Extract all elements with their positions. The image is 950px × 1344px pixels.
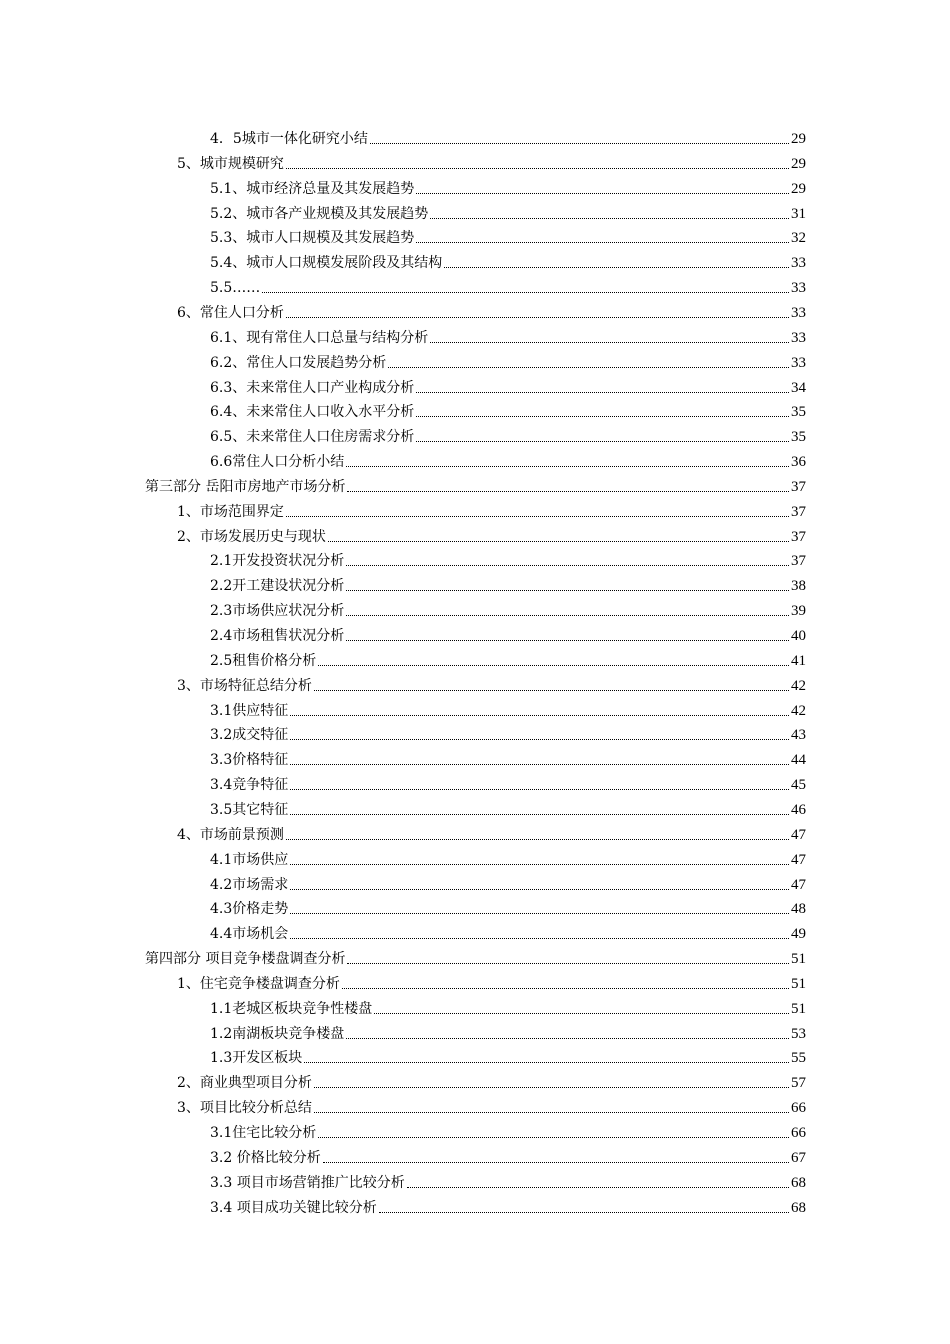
toc-leader-dots [314, 1087, 789, 1088]
toc-entry-page-number: 37 [791, 503, 806, 520]
toc-entry-label: 4.1市场供应 [210, 851, 289, 868]
toc-entry[interactable] [177, 523, 806, 547]
toc-entry-label: 4.3价格走势 [210, 901, 289, 918]
toc-entry-page-number: 40 [791, 628, 806, 644]
toc-entry-page-number: 39 [791, 603, 806, 620]
toc-entry-page-number: 47 [791, 876, 806, 893]
toc-entry-page-number: 33 [791, 354, 806, 371]
toc-entry-label: 2、市场发展历史与现状 [177, 528, 326, 545]
toc-entry[interactable] [210, 920, 806, 944]
toc-entry-label: 1.2南湖板块竞争楼盘 [210, 1025, 345, 1042]
toc-entry[interactable] [145, 473, 806, 497]
toc-entry-page-number: 35 [791, 404, 806, 421]
toc-leader-dots [318, 665, 789, 666]
toc-entry-page-number: 46 [791, 801, 806, 818]
toc-entry[interactable] [210, 647, 806, 671]
toc-leader-dots [290, 814, 789, 815]
toc-leader-dots [286, 839, 789, 840]
toc-leader-dots [416, 392, 789, 393]
toc-entry[interactable] [210, 374, 806, 398]
toc-entry-label: 2.1开发投资状况分析 [210, 553, 345, 570]
toc-entry-label: 第四部分 项目竞争楼盘调查分析 [145, 951, 346, 968]
toc-leader-dots [416, 242, 789, 243]
toc-entry-label: 3.3 项目市场营销推广比较分析 [210, 1174, 405, 1191]
toc-entry-label: 1、市场范围界定 [177, 503, 284, 520]
toc-entry-page-number: 66 [791, 1125, 806, 1141]
toc-entry-page-number: 67 [791, 1149, 806, 1166]
toc-leader-dots [370, 143, 789, 144]
toc-entry-label: 6.6常住人口分析小结 [210, 454, 345, 471]
toc-entry[interactable] [210, 349, 806, 373]
toc-entry-label: 5.4、城市人口规模发展阶段及其结构 [210, 255, 443, 272]
toc-entry[interactable] [210, 1119, 806, 1143]
toc-entry[interactable] [210, 249, 806, 273]
toc-entry[interactable] [210, 1144, 806, 1168]
toc-leader-dots [388, 367, 789, 368]
toc-leader-dots [290, 889, 789, 890]
toc-entry-page-number: 31 [791, 205, 806, 222]
toc-entry-label: 4．5城市一体化研究小结 [210, 131, 368, 147]
toc-entry-label: 1、住宅竞争楼盘调查分析 [177, 975, 340, 992]
toc-entry-page-number: 68 [791, 1199, 806, 1216]
toc-leader-dots [314, 690, 789, 691]
toc-entry[interactable] [210, 1194, 806, 1218]
toc-entry-page-number: 45 [791, 777, 806, 794]
toc-entry-page-number: 29 [791, 155, 806, 172]
toc-entry-label: 1.1老城区板块竞争性楼盘 [210, 1000, 373, 1017]
toc-entry[interactable] [210, 200, 806, 224]
toc-leader-dots [318, 1137, 789, 1138]
toc-entry-page-number: 35 [791, 429, 806, 446]
toc-entry-label: 6、常住人口分析 [177, 304, 284, 321]
toc-leader-dots [346, 615, 789, 616]
toc-entry[interactable] [210, 175, 806, 199]
toc-entry-label: 6.5、未来常住人口住房需求分析 [210, 429, 415, 446]
toc-entry[interactable] [177, 1069, 806, 1093]
toc-entry-page-number: 33 [791, 280, 806, 297]
toc-entry-label: 5.3、城市人口规模及其发展趋势 [210, 230, 415, 247]
toc-entry-label: 第三部分 岳阳市房地产市场分析 [145, 478, 346, 495]
toc-entry[interactable] [210, 597, 806, 621]
toc-entry[interactable] [210, 398, 806, 422]
toc-entry[interactable] [210, 746, 806, 770]
toc-entry[interactable] [210, 622, 806, 646]
toc-entry[interactable] [210, 995, 806, 1019]
toc-entry-page-number: 29 [791, 131, 806, 147]
toc-leader-dots [314, 1112, 789, 1113]
toc-entry-label: 2、商业典型项目分析 [177, 1075, 312, 1092]
toc-leader-dots [290, 938, 789, 939]
toc-leader-dots [290, 764, 789, 765]
toc-entry-label: 3.1住宅比较分析 [210, 1125, 317, 1141]
toc-leader-dots [346, 466, 789, 467]
toc-entry[interactable] [210, 1020, 806, 1044]
toc-leader-dots [262, 292, 789, 293]
toc-leader-dots [430, 342, 789, 343]
toc-entry-page-number: 55 [791, 1050, 806, 1067]
toc-entry-label: 3、市场特征总结分析 [177, 677, 312, 694]
toc-leader-dots [346, 640, 789, 641]
toc-entry[interactable] [210, 871, 806, 895]
toc-entry-label: 5.5…… [210, 280, 261, 297]
toc-leader-dots [430, 218, 789, 219]
toc-entry[interactable] [210, 771, 806, 795]
toc-entry-page-number: 36 [791, 454, 806, 471]
toc-leader-dots [290, 913, 789, 914]
toc-entry-label: 3.3价格特征 [210, 752, 289, 769]
toc-entry-page-number: 68 [791, 1174, 806, 1191]
toc-entry-label: 5.2、城市各产业规模及其发展趋势 [210, 205, 429, 222]
toc-entry-page-number: 37 [791, 528, 806, 545]
toc-entry-label: 3.4竞争特征 [210, 777, 289, 794]
toc-entry-label: 6.4、未来常住人口收入水平分析 [210, 404, 415, 421]
toc-entry-label: 6.2、常住人口发展趋势分析 [210, 354, 387, 371]
toc-entry-label: 3、项目比较分析总结 [177, 1100, 312, 1117]
toc-entry[interactable] [210, 324, 806, 348]
toc-entry[interactable] [210, 448, 806, 472]
toc-leader-dots [407, 1187, 789, 1188]
toc-entry-page-number: 33 [791, 304, 806, 321]
toc-entry-page-number: 33 [791, 329, 806, 346]
toc-leader-dots [416, 416, 789, 417]
toc-leader-dots [346, 590, 789, 591]
toc-leader-dots [379, 1212, 789, 1213]
toc-entry-page-number: 42 [791, 677, 806, 694]
toc-entry[interactable] [210, 895, 806, 919]
toc-entry-page-number: 48 [791, 901, 806, 918]
toc-entry[interactable] [177, 150, 806, 174]
toc-entry[interactable] [210, 697, 806, 721]
toc-entry-label: 3.2 价格比较分析 [210, 1149, 321, 1166]
toc-entry-page-number: 47 [791, 851, 806, 868]
toc-entry-page-number: 29 [791, 180, 806, 197]
toc-entry-page-number: 41 [791, 652, 806, 669]
toc-entry-page-number: 37 [791, 478, 806, 495]
toc-entry-label: 3.5其它特征 [210, 801, 289, 818]
toc-leader-dots [342, 988, 789, 989]
toc-entry[interactable] [210, 1169, 806, 1193]
toc-entry-page-number: 37 [791, 553, 806, 570]
toc-leader-dots [416, 441, 789, 442]
toc-leader-dots [374, 1013, 789, 1014]
toc-entry[interactable] [210, 125, 806, 149]
toc-entry-label: 4.4市场机会 [210, 926, 289, 943]
toc-entry-page-number: 42 [791, 702, 806, 719]
toc-entry-label: 2.2开工建设状况分析 [210, 578, 345, 595]
toc-leader-dots [347, 963, 789, 964]
toc-entry-label: 6.1、现有常住人口总量与结构分析 [210, 329, 429, 346]
toc-leader-dots [347, 491, 789, 492]
toc-entry-label: 5.1、城市经济总量及其发展趋势 [210, 180, 415, 197]
toc-entry-page-number: 44 [791, 752, 806, 769]
toc-entry[interactable] [177, 498, 806, 522]
toc-entry-page-number: 53 [791, 1025, 806, 1042]
toc-entry-page-number: 38 [791, 578, 806, 595]
toc-entry[interactable] [210, 547, 806, 571]
toc-leader-dots [346, 1038, 789, 1039]
toc-entry-label: 2.3市场供应状况分析 [210, 603, 345, 620]
toc-entry-label: 4.2市场需求 [210, 876, 289, 893]
toc-leader-dots [290, 789, 789, 790]
toc-leader-dots [346, 565, 789, 566]
toc-entry-page-number: 51 [791, 951, 806, 968]
toc-entry-label: 6.3、未来常住人口产业构成分析 [210, 379, 415, 396]
toc-entry[interactable] [145, 945, 806, 969]
toc-leader-dots [416, 193, 789, 194]
toc-entry-page-number: 33 [791, 255, 806, 272]
toc-leader-dots [444, 267, 789, 268]
toc-entry[interactable] [177, 821, 806, 845]
toc-entry[interactable] [210, 423, 806, 447]
toc-entry-page-number: 51 [791, 1000, 806, 1017]
toc-entry[interactable] [210, 572, 806, 596]
toc-entry[interactable] [210, 846, 806, 870]
toc-entry[interactable] [177, 299, 806, 323]
toc-entry[interactable] [210, 721, 806, 745]
toc-leader-dots [286, 317, 789, 318]
toc-leader-dots [290, 715, 789, 716]
toc-entry-label: 3.2成交特征 [210, 727, 289, 744]
toc-entry[interactable] [210, 1044, 806, 1068]
toc-leader-dots [328, 541, 789, 542]
toc-entry-page-number: 47 [791, 826, 806, 843]
toc-leader-dots [290, 864, 789, 865]
toc-entry-page-number: 43 [791, 727, 806, 744]
toc-entry[interactable] [177, 672, 806, 696]
toc-leader-dots [323, 1162, 789, 1163]
toc-entry[interactable] [177, 1094, 806, 1118]
toc-entry[interactable] [177, 970, 806, 994]
toc-entry[interactable] [210, 224, 806, 248]
toc-leader-dots [286, 516, 789, 517]
toc-leader-dots [304, 1062, 789, 1063]
toc-entry-label: 4、市场前景预测 [177, 826, 284, 843]
toc-entry-label: 3.1供应特征 [210, 702, 289, 719]
toc-entry-page-number: 57 [791, 1075, 806, 1092]
toc-entry-label: 1.3开发区板块 [210, 1050, 303, 1067]
toc-entry-page-number: 32 [791, 230, 806, 247]
toc-entry[interactable] [210, 274, 806, 298]
toc-leader-dots [286, 168, 789, 169]
toc-entry-label: 5、城市规模研究 [177, 155, 284, 172]
toc-entry-page-number: 34 [791, 379, 806, 396]
toc-entry-page-number: 51 [791, 975, 806, 992]
toc-entry-label: 3.4 项目成功关键比较分析 [210, 1199, 377, 1216]
toc-entry-label: 2.5租售价格分析 [210, 652, 317, 669]
toc-entry[interactable] [210, 796, 806, 820]
toc-entry-page-number: 66 [791, 1100, 806, 1117]
toc-entry-label: 2.4市场租售状况分析 [210, 628, 345, 644]
toc-leader-dots [290, 739, 789, 740]
toc-entry-page-number: 49 [791, 926, 806, 943]
